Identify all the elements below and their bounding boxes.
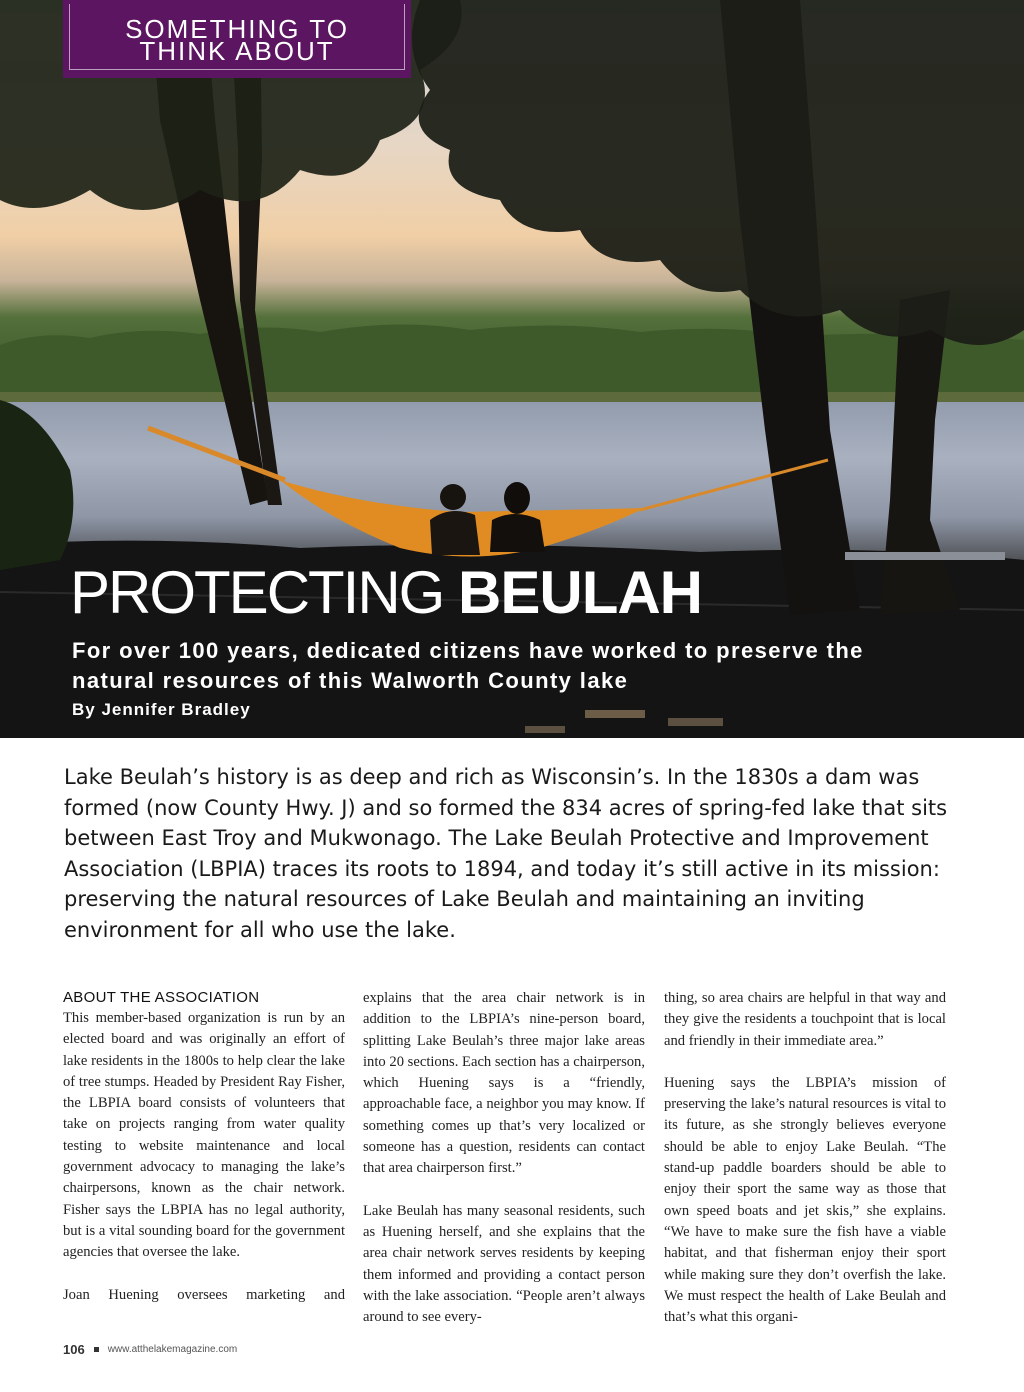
page-footer — [63, 1342, 237, 1357]
body-paragraph: thing, so area chairs are helpful in that way and they give the residents a touchpoint that is local and friendly in their immediate area.” — [664, 990, 946, 1049]
footer-square-icon — [94, 1347, 99, 1352]
intro-paragraph: Lake Beulah’s history is as deep and rich as Wisconsin’s. In the 1830s a dam was formed (now County Hwy. J) and so formed the 834 acres of spring-fed lake that sits between East Troy and Mukwonago. The Lake Beulah Protective and Improvement Association (LBPIA) traces its roots to 1894, and today it’s still active in its mission: preserving the natural resources of Lake Beulah and maintaining an inviting environment for all who use the lake. — [64, 765, 948, 942]
byline: By Jennifer Bradley — [72, 700, 251, 719]
footer-url: www.atthelakemagazine.com — [107, 1344, 238, 1355]
section-tag-line2: THINK ABOUT — [139, 36, 335, 66]
section-subhead: ABOUT THE ASSOCIATION — [63, 989, 260, 1006]
body-paragraph: Huening says the LBPIA’s mission of preserving the lake’s natural resources is vital to its future, as she strongly believes everyone should be able to enjoy Lake Beulah. “The stand-up paddle boarders should be able to enjoy their sport the same way as those that own speed boats and jet skis,” she explains. “We have to make sure the fish have a viable habitat, and that fisherman enjoy their sport while making sure they don’t overfish the lake. We must respect the health of Lake Beulah and that’s what this organi- — [664, 1074, 946, 1326]
section-tag — [63, 0, 411, 78]
body-paragraph: Joan Huening oversees marketing and — [63, 1286, 345, 1303]
column-3 — [664, 988, 946, 1349]
column-1 — [63, 988, 345, 1327]
body-paragraph: This member-based organization is run by an elected board and was originally an effort of lake residents in the 1800s to help clear the lake of tree stumps. Headed by President Ray Fisher, the LBPIA board consists of volunteers that take on projects ranging from water quality testing to website maintenance and local government advocacy to managing the lake’s chairpersons, known as the chair network. Fisher says the LBPIA has no legal authority, but is a vital sounding board for the government agencies that oversee the lake. — [63, 1010, 345, 1261]
tag-border — [69, 4, 405, 70]
page-number: 106 — [63, 1342, 85, 1357]
title-light: PROTECTING — [70, 559, 444, 626]
article-title — [70, 556, 702, 630]
body-paragraph: Lake Beulah has many seasonal residents, such as Huening herself, and she explains that the area chair network serves residents by keeping them informed and providing a contact person with the lake association. “People aren’t always around to see every- — [363, 1202, 645, 1326]
body-paragraph: explains that the area chair network is in addition to the LBPIA’s nine-person board, splitting Lake Beulah’s three major lake areas into 20 sections. Each section has a chairperson, which Huening says is a “friendly, approachable face, a neighbor you may know. If something comes up that’s very localized or someone has a question, residents can contact that area chairperson first.” — [363, 990, 645, 1177]
article-deck: For over 100 years, dedicated citizens have worked to preserve the natural resources of this Walworth County lake — [72, 638, 864, 693]
title-bold: BEULAH — [458, 559, 703, 626]
section-tag-line1: SOMETHING TO — [125, 14, 349, 44]
column-2 — [363, 988, 645, 1349]
